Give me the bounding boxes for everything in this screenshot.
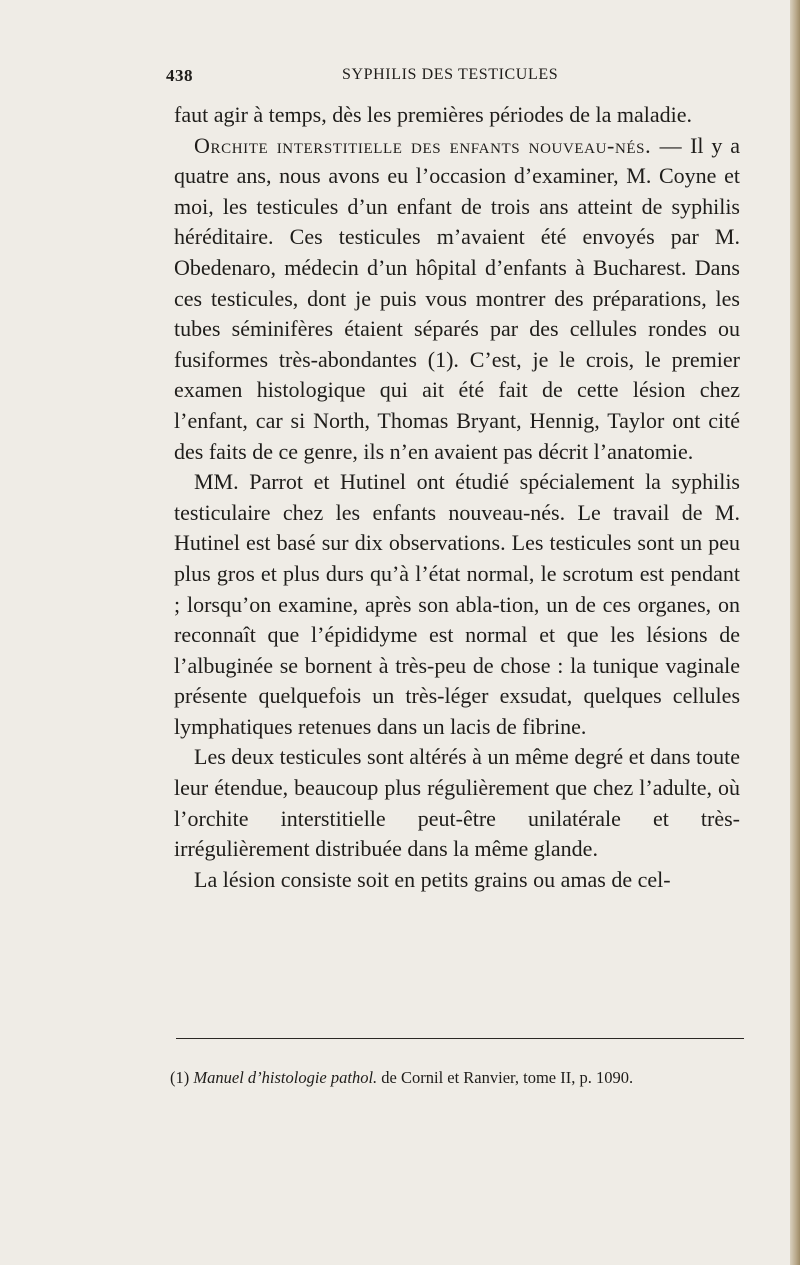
body-text xyxy=(174,100,740,895)
paragraph-parrot-hutinel: MM. Parrot et Hutinel ont étudié spécialement la syphilis testiculaire chez les enfants nouveau-nés. Le travail de M. Hutinel est basé sur dix observations. Les testicules sont un peu plus gros et plus durs qu’à l’état normal, le scrotum est pendant ; lorsqu’on examine, après son abla-tion, un de ces organes, on reconnaît que l’épididyme est normal et que les lésions de l’albuginée se bornent à très-peu de chose : la tunique vaginale présente quelquefois un très-léger exsudat, quelques cellules lymphatiques retenues dans un lacis de fibrine. xyxy=(174,469,740,739)
running-title: SYPHILIS DES TESTICULES xyxy=(342,66,559,83)
footnote-rest: de Cornil et Ranvier, tome II, p. 1090. xyxy=(377,1068,634,1087)
paragraph-intro: faut agir à temps, dès les premières périodes de la maladie. xyxy=(174,102,693,127)
paragraph-orchite-text: Il y a quatre ans, nous avons eu l’occasion d’examiner, M. Coyne et moi, les testicules d’un enfant de trois ans atteint de syphilis héréditaire. Ces testicules m’avaient été envoyés par M. Obedenaro, médecin d’un hôpital d’enfants à Bucharest. Dans ces testicules, dont je puis vous montrer des préparations, les tubes séminifères étaient séparés par des cellules rondes ou fusiformes très-abondantes (1). C’est, je le crois, le premier examen histologique qui ait été fait de cette lésion chez l’enfant, car si North, Thomas Bryant, Hennig, Taylor ont cité des faits de ce genre, ils n’en avaient pas décrit l’anatomie. xyxy=(174,132,741,464)
footnote-title: Manuel d’histologie pathol. xyxy=(193,1068,378,1087)
page-edge xyxy=(790,0,800,1265)
paragraph-lesion: La lésion consiste soit en petits grains ou amas de cel- xyxy=(194,866,671,892)
page-number: 438 xyxy=(166,66,193,85)
footnote xyxy=(170,1068,750,1088)
paragraph-testicules: Les deux testicules sont altérés à un même degré et dans toute leur étendue, beaucoup plus régulièrement que chez l’adulte, où l’orchite interstitielle peut-être unilatérale et très-irrégulièrement distribuée dans la même glande. xyxy=(174,744,740,862)
section-heading: Orchite interstitielle des enfants nouveau-nés. — xyxy=(194,132,683,158)
footnote-rule xyxy=(176,1038,744,1039)
footnote-marker: (1) xyxy=(170,1068,190,1087)
paragraph-orchite xyxy=(174,131,740,468)
